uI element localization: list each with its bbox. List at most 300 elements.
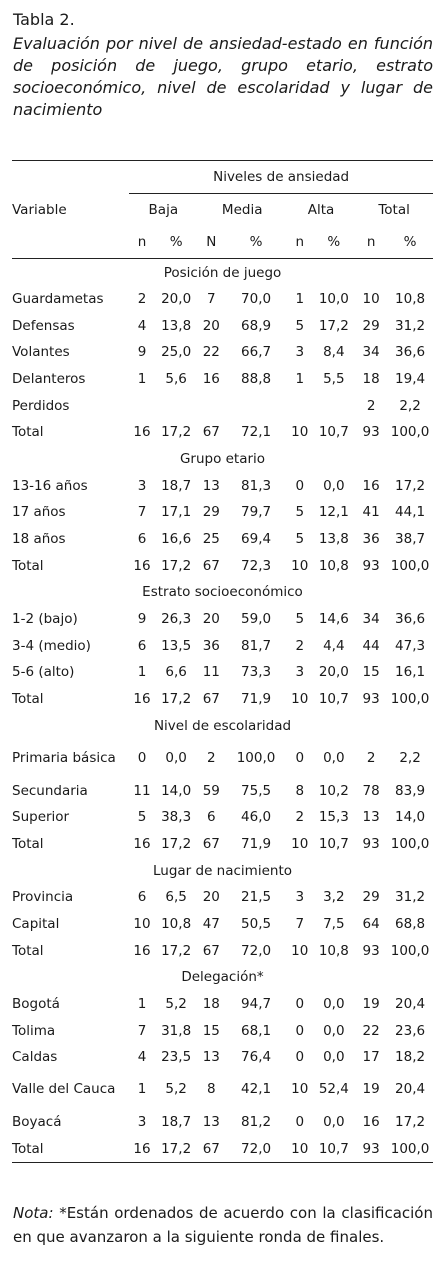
cell-value: 8 (206, 1081, 216, 1098)
cell-value: 17,2 (318, 317, 349, 334)
cell-value: 88,8 (241, 371, 272, 388)
cell-value: 2,2 (399, 397, 421, 414)
cell-value: 0,0 (323, 1049, 345, 1066)
cell-value: 11 (202, 664, 220, 681)
cell-value: 10,8 (318, 557, 349, 574)
cell-value: 31,2 (395, 889, 426, 906)
note-text: *Están ordenados de acuerdo con la clasificación en que avanzaron a la siguiente ronda de finales. (13, 1204, 433, 1246)
cell-value: 13,8 (318, 531, 349, 548)
cell-value: 7 (206, 291, 216, 308)
subheader: % (387, 226, 433, 259)
cell-value: 100,0 (387, 1135, 433, 1162)
cell-value: 0 (295, 996, 305, 1013)
cell-value: 67 (197, 1135, 225, 1162)
cell-value: 38,3 (161, 809, 192, 826)
table-row (12, 739, 433, 777)
cell-value: 10 (362, 291, 380, 308)
cell-value: 81,2 (241, 1113, 272, 1130)
row-label: Valle del Cauca (12, 1081, 116, 1098)
cell-value: 6,5 (165, 889, 187, 906)
cell-value: 17,2 (155, 1135, 198, 1162)
table-row (12, 1071, 433, 1109)
cell-value: 16 (133, 942, 151, 959)
cell-value: 3 (295, 889, 305, 906)
cell-value: 10,7 (318, 424, 349, 441)
subheader: % (313, 226, 356, 259)
cell-value: 10,0 (318, 291, 349, 308)
cell-value: 4,4 (323, 637, 345, 654)
cell-value: 20 (202, 889, 220, 906)
cell-value: 20,4 (395, 1081, 426, 1098)
cell-value: 6 (137, 637, 147, 654)
cell-value: 16 (133, 835, 151, 852)
cell-value: 38,7 (395, 531, 426, 548)
cell-value: 0 (295, 1022, 305, 1039)
cell-value: 100,0 (390, 691, 430, 708)
cell-value: 10,8 (395, 291, 426, 308)
subheader: n (129, 226, 155, 259)
cell-value: 10 (291, 557, 309, 574)
table-row (12, 777, 433, 804)
cell-value: 69,4 (241, 531, 272, 548)
cell-value: 16 (133, 424, 151, 441)
cell-value: 93 (362, 942, 380, 959)
cell-value: 71,9 (241, 691, 272, 708)
table-row (12, 552, 433, 579)
cell-value: 100,0 (390, 835, 430, 852)
row-label: 17 años (12, 504, 66, 521)
section-title: Lugar de nacimiento (152, 862, 292, 879)
cell-value: 13 (362, 809, 380, 826)
cell-value: 31,8 (161, 1022, 192, 1039)
cell-value: 4 (137, 1049, 147, 1066)
cell-value: 68,1 (241, 1022, 272, 1039)
cell-value: 41 (362, 504, 380, 521)
header-group-media: Media (197, 194, 287, 227)
cell-value: 15 (202, 1022, 220, 1039)
cell-value: 44 (362, 637, 380, 654)
cell-value: 34 (362, 344, 380, 361)
cell-value: 2 (295, 809, 305, 826)
cell-value: 68,9 (241, 317, 272, 334)
cell-value: 23,5 (161, 1049, 192, 1066)
cell-value (197, 392, 225, 419)
table-row (12, 911, 433, 938)
cell-value: 10,7 (318, 835, 349, 852)
cell-value: 10 (291, 1081, 309, 1098)
table-row (12, 1109, 433, 1136)
table-row (12, 937, 433, 964)
section-row (12, 446, 433, 473)
cell-value: 36 (362, 531, 380, 548)
cell-value: 14,6 (318, 611, 349, 628)
cell-value: 10,7 (313, 1135, 356, 1162)
cell-value: 44,1 (395, 504, 426, 521)
row-label: Total (12, 835, 44, 852)
cell-value: 10 (291, 424, 309, 441)
cell-value: 7 (295, 915, 305, 932)
header-group-baja: Baja (129, 194, 197, 227)
cell-value: 2 (295, 637, 305, 654)
cell-value: 17,2 (161, 557, 192, 574)
row-label: 5-6 (alto) (12, 664, 75, 681)
cell-value: 46,0 (241, 809, 272, 826)
cell-value: 81,7 (241, 637, 272, 654)
cell-value: 10,2 (318, 782, 349, 799)
cell-value: 10,8 (161, 915, 192, 932)
cell-value: 0 (295, 749, 305, 766)
cell-value: 0,0 (323, 1113, 345, 1130)
cell-value: 19 (362, 996, 380, 1013)
subheader: n (287, 226, 313, 259)
table-row (12, 419, 433, 446)
cell-value: 16 (202, 371, 220, 388)
table-row (12, 392, 433, 419)
cell-value: 6 (206, 809, 216, 826)
cell-value: 59 (202, 782, 220, 799)
cell-value: 59,0 (241, 611, 272, 628)
cell-value: 100,0 (390, 557, 430, 574)
row-label: 13-16 años (12, 477, 88, 494)
cell-value: 18,7 (161, 1113, 192, 1130)
cell-value: 25,0 (161, 344, 192, 361)
table-row (12, 606, 433, 633)
table-row (12, 1135, 433, 1162)
subheader: N (197, 226, 225, 259)
row-label: Guardametas (12, 291, 104, 308)
table-caption: Evaluación por nivel de ansiedad-estado en función de posición de juego, grupo etario, estrato socioeconómico, nivel de escolaridad y lugar de nacimiento (13, 34, 433, 119)
row-label: Caldas (12, 1049, 58, 1066)
cell-value: 67 (202, 424, 220, 441)
cell-value: 18,7 (161, 477, 192, 494)
header-group-total: Total (355, 194, 433, 227)
table-number: Tabla 2. (13, 10, 75, 29)
table-row (12, 991, 433, 1018)
cell-value: 1 (295, 291, 305, 308)
row-label: Provincia (12, 889, 74, 906)
header-levels: Niveles de ansiedad (129, 161, 433, 194)
header-group-alta: Alta (287, 194, 355, 227)
cell-value: 67 (202, 835, 220, 852)
cell-value: 93 (362, 557, 380, 574)
cell-value: 21,5 (241, 889, 272, 906)
cell-value: 11 (133, 782, 151, 799)
cell-value: 5 (295, 504, 305, 521)
cell-value: 36,6 (395, 611, 426, 628)
cell-value: 19,4 (395, 371, 426, 388)
table-row (12, 831, 433, 858)
cell-value: 10,7 (318, 691, 349, 708)
cell-value: 5,5 (323, 371, 345, 388)
subheader: % (155, 226, 198, 259)
cell-value: 10 (291, 942, 309, 959)
cell-value: 5 (295, 317, 305, 334)
cell-value: 64 (362, 915, 380, 932)
cell-value: 1 (137, 1081, 147, 1098)
table-row (12, 473, 433, 500)
cell-value: 9 (137, 344, 147, 361)
cell-value: 20 (202, 611, 220, 628)
cell-value: 6 (137, 889, 147, 906)
cell-value: 10 (291, 691, 309, 708)
cell-value: 22 (362, 1022, 380, 1039)
cell-value: 52,4 (318, 1081, 349, 1098)
cell-value: 6,6 (165, 664, 187, 681)
row-label: 1-2 (bajo) (12, 611, 78, 628)
cell-value: 20 (202, 317, 220, 334)
note-label: Nota: (13, 1204, 54, 1222)
cell-value: 15 (362, 664, 380, 681)
cell-value: 7,5 (323, 915, 345, 932)
cell-value: 67 (202, 942, 220, 959)
cell-value (129, 392, 155, 419)
cell-value: 2 (366, 397, 376, 414)
cell-value: 0,0 (323, 1022, 345, 1039)
cell-value: 72,1 (241, 424, 272, 441)
table-row (12, 339, 433, 366)
cell-value: 17,2 (395, 1113, 426, 1130)
cell-value: 72,3 (241, 557, 272, 574)
cell-value: 78 (362, 782, 380, 799)
cell-value: 2 (366, 749, 376, 766)
cell-value: 42,1 (241, 1081, 272, 1098)
row-label: Superior (12, 809, 70, 826)
cell-value: 34 (362, 611, 380, 628)
row-label: Total (12, 691, 44, 708)
cell-value: 13 (202, 1113, 220, 1130)
cell-value: 13 (202, 1049, 220, 1066)
cell-value: 2 (206, 749, 216, 766)
cell-value: 16 (129, 1135, 155, 1162)
cell-value: 6 (137, 531, 147, 548)
cell-value: 16 (133, 691, 151, 708)
cell-value: 0 (295, 1113, 305, 1130)
cell-value: 0,0 (323, 996, 345, 1013)
row-label: Boyacá (12, 1113, 62, 1130)
row-label: Bogotá (12, 996, 60, 1013)
cell-value: 3 (137, 477, 147, 494)
cell-value: 14,0 (395, 809, 426, 826)
cell-value: 5 (295, 531, 305, 548)
cell-value: 71,9 (241, 835, 272, 852)
section-title: Delegación* (181, 969, 264, 986)
cell-value: 66,7 (241, 344, 272, 361)
cell-value (313, 392, 356, 419)
section-row (12, 712, 433, 739)
cell-value: 18 (202, 996, 220, 1013)
table-row (12, 633, 433, 660)
row-label: Defensas (12, 317, 75, 334)
row-label: Delanteros (12, 371, 86, 388)
cell-value: 0 (137, 749, 147, 766)
table-note (13, 1201, 433, 1249)
anxiety-table (12, 160, 433, 1163)
row-label: Perdidos (12, 397, 70, 414)
section-title: Nivel de escolaridad (153, 717, 292, 734)
cell-value: 22 (202, 344, 220, 361)
subheader: % (225, 226, 287, 259)
cell-value: 9 (137, 611, 147, 628)
section-title: Estrato socioeconómico (142, 584, 303, 601)
section-title: Grupo etario (179, 451, 266, 468)
cell-value: 93 (355, 1135, 387, 1162)
cell-value: 1 (295, 371, 305, 388)
table-row (12, 1044, 433, 1071)
cell-value: 8,4 (323, 344, 345, 361)
cell-value: 20,0 (161, 291, 192, 308)
cell-value: 8 (295, 782, 305, 799)
cell-value: 10,8 (318, 942, 349, 959)
row-label: Total (12, 557, 44, 574)
cell-value: 26,3 (161, 611, 192, 628)
cell-value: 25 (202, 531, 220, 548)
cell-value: 73,3 (241, 664, 272, 681)
cell-value: 67 (202, 691, 220, 708)
section-title: Posición de juego (163, 264, 282, 281)
cell-value: 17,2 (161, 942, 192, 959)
table-row (12, 1017, 433, 1044)
cell-value (287, 392, 313, 419)
cell-value: 36,6 (395, 344, 426, 361)
table-row (12, 313, 433, 340)
cell-value: 10 (287, 1135, 313, 1162)
cell-value: 75,5 (241, 782, 272, 799)
cell-value: 100,0 (390, 424, 430, 441)
cell-value: 0 (295, 477, 305, 494)
cell-value: 76,4 (241, 1049, 272, 1066)
cell-value: 20,4 (395, 996, 426, 1013)
cell-value: 29 (362, 317, 380, 334)
cell-value: 2 (137, 291, 147, 308)
cell-value: 81,3 (241, 477, 272, 494)
row-label: Secundaria (12, 782, 88, 799)
cell-value: 5,2 (165, 996, 187, 1013)
cell-value: 83,9 (395, 782, 426, 799)
cell-value: 14,0 (161, 782, 192, 799)
row-label: Primaria básica (12, 749, 116, 766)
cell-value: 5 (295, 611, 305, 628)
row-label: Total (12, 424, 44, 441)
cell-value: 13,8 (161, 317, 192, 334)
cell-value: 12,1 (318, 504, 349, 521)
subheader: n (355, 226, 387, 259)
cell-value: 72,0 (225, 1135, 287, 1162)
row-label: Total (12, 1135, 129, 1162)
cell-value: 17,2 (161, 691, 192, 708)
cell-value: 10 (291, 835, 309, 852)
cell-value: 93 (362, 835, 380, 852)
cell-value: 7 (137, 504, 147, 521)
cell-value: 67 (202, 557, 220, 574)
cell-value (155, 392, 198, 419)
section-row (12, 259, 433, 287)
row-label: Total (12, 942, 44, 959)
cell-value: 17,1 (161, 504, 192, 521)
cell-value: 47 (202, 915, 220, 932)
cell-value: 100,0 (236, 749, 276, 766)
cell-value: 20,0 (318, 664, 349, 681)
header-variable: Variable (12, 161, 129, 259)
cell-value: 16,1 (395, 664, 426, 681)
cell-value: 16 (362, 477, 380, 494)
cell-value: 18,2 (395, 1049, 426, 1066)
cell-value: 47,3 (395, 637, 426, 654)
cell-value: 0,0 (323, 749, 345, 766)
header-row-levels (12, 161, 433, 194)
cell-value: 16,6 (161, 531, 192, 548)
cell-value: 7 (137, 1022, 147, 1039)
cell-value: 50,5 (241, 915, 272, 932)
cell-value: 0 (295, 1049, 305, 1066)
cell-value: 29 (362, 889, 380, 906)
cell-value: 5 (137, 809, 147, 826)
cell-value: 3 (295, 344, 305, 361)
table-row (12, 526, 433, 553)
cell-value: 70,0 (241, 291, 272, 308)
cell-value: 29 (202, 504, 220, 521)
cell-value: 17,2 (395, 477, 426, 494)
cell-value: 1 (137, 996, 147, 1013)
cell-value: 17,2 (161, 835, 192, 852)
row-label: 18 años (12, 531, 66, 548)
cell-value: 10 (133, 915, 151, 932)
cell-value: 16 (133, 557, 151, 574)
cell-value: 1 (137, 664, 147, 681)
cell-value: 18 (362, 371, 380, 388)
cell-value: 36 (202, 637, 220, 654)
cell-value: 3 (137, 1113, 147, 1130)
cell-value: 15,3 (318, 809, 349, 826)
table-row (12, 804, 433, 831)
cell-value: 68,8 (395, 915, 426, 932)
cell-value: 5,6 (165, 371, 187, 388)
row-label: 3-4 (medio) (12, 637, 91, 654)
cell-value: 100,0 (390, 942, 430, 959)
cell-value: 0,0 (165, 749, 187, 766)
table-row (12, 499, 433, 526)
cell-value: 13 (202, 477, 220, 494)
cell-value: 0,0 (323, 477, 345, 494)
cell-value: 2,2 (399, 749, 421, 766)
cell-value: 13,5 (161, 637, 192, 654)
cell-value: 17,2 (161, 424, 192, 441)
cell-value: 16 (362, 1113, 380, 1130)
cell-value: 72,0 (241, 942, 272, 959)
cell-value: 31,2 (395, 317, 426, 334)
cell-value: 5,2 (165, 1081, 187, 1098)
cell-value: 17 (362, 1049, 380, 1066)
section-row (12, 964, 433, 991)
table-row (12, 659, 433, 686)
cell-value: 3,2 (323, 889, 345, 906)
cell-value: 93 (362, 424, 380, 441)
table-row (12, 686, 433, 713)
cell-value: 19 (362, 1081, 380, 1098)
cell-value: 94,7 (241, 996, 272, 1013)
table-row (12, 286, 433, 313)
section-row (12, 579, 433, 606)
cell-value: 3 (295, 664, 305, 681)
row-label: Volantes (12, 344, 70, 361)
cell-value: 79,7 (241, 504, 272, 521)
cell-value (225, 392, 287, 419)
row-label: Capital (12, 915, 60, 932)
table-row (12, 366, 433, 393)
row-label: Tolima (12, 1022, 56, 1039)
cell-value: 1 (137, 371, 147, 388)
cell-value: 4 (137, 317, 147, 334)
cell-value: 23,6 (395, 1022, 426, 1039)
